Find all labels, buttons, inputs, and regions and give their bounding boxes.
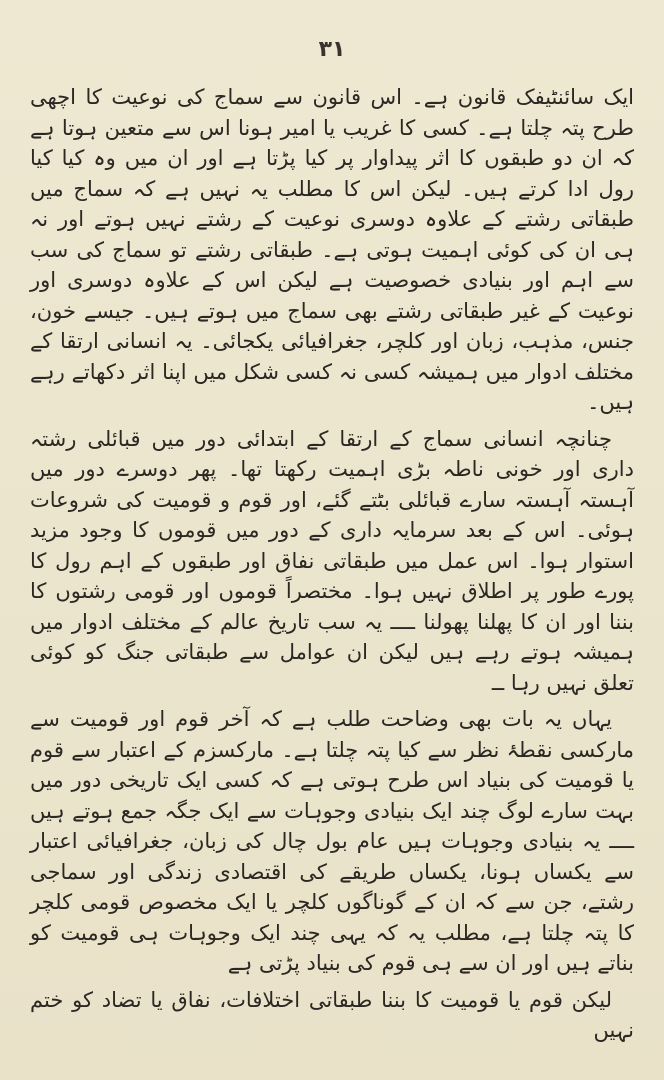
page-body <box>30 82 634 1046</box>
page-number: ۳۱ <box>318 37 346 62</box>
paragraph-2: چنانچہ انسانی سماج کے ارتقا کے ابتدائی دور میں قبائلی رشتہ داری اور خونی ناطہ بڑی اہمیت رکھتا تھا۔ پھر دوسرے دور میں آہستہ آہستہ سارے قبائلی بٹتے گئے، اور قوم و قومیت کی شروعات ہوئی۔ اس کے بعد سرمایہ داری کے دور میں قوموں کا وجود مزید استوار ہوا۔ اس عمل میں طبقاتی نفاق اور طبقوں کے اہم رول کا پورے طور پر اطلاق نہیں ہوا۔ مختصراً قوموں اور قومی رشتوں کا بننا اور ان کا پھلنا پھولنا ــــ یہ سب تاریخ عالم کے مختلف ادوار میں ہمیشہ ہوتے رہے ہیں لیکن ان عوامل سے طبقاتی جنگ کو کوئی تعلق نہیں رہا ــ <box>30 426 634 695</box>
paragraph-1: ایک سائنٹیفک قانون ہے۔ اس قانون سے سماج کی نوعیت کا اچھی طرح پتہ چلتا ہے۔ کسی کا غریب یا امیر ہونا اس سے متعین ہوتا ہے کہ ان دو طبقوں کا اثر پیداوار پر کیا پڑتا ہے اور ان میں وہ کیا کیا رول ادا کرتے ہیں۔ لیکن اس کا مطلب یہ نہیں ہے کہ سماج میں طبقاتی رشتے کے علاوہ دوسری نوعیت کے رشتے نہیں ہوتے اور نہ ہی ان کی کوئی اہمیت ہوتی ہے۔ طبقاتی رشتے تو سماج کی سب سے اہم اور بنیادی خصوصیت ہے لیکن اس کے علاوہ دوسری اور نوعیت کے غیر طبقاتی رشتے بھی سماج میں ہوتے ہیں۔ جیسے خون، جنس، مذہب، زبان اور کلچر، جغرافیائی یکجائی۔ یہ انسانی ارتقا کے مختلف ادوار میں ہمیشہ کسی نہ کسی شکل میں اپنا اثر دکھاتے رہے ہیں۔ <box>30 85 634 414</box>
paragraph-3: یہاں یہ بات بھی وضاحت طلب ہے کہ آخر قوم اور قومیت سے مارکسی نقطۂ نظر سے کیا پتہ چلتا ہے۔ مارکسزم کے اعتبار سے قوم یا قومیت کی بنیاد اس طرح ہوتی ہے کہ کسی ایک تاریخی دور میں بہت سارے لوگ چند ایک بنیادی وجوہات سے ایک جگہ جمع ہوتے ہیں ــــ یہ بنیادی وجوہات ہیں عام بول چال کی زبان، جغرافیائی اعتبار سے یکساں ہونا، یکساں طریقے کی اقتصادی زندگی اور سماجی رشتے، جن سے کہ ان کے گوناگوں کلچر یا ایک مخصوص قومی کلچر کا پتہ چلتا ہے، مطلب یہ کہ یہی چند ایک وجوہات ہی قومیت کو بناتے ہیں اور ان سے ہی قوم کی بنیاد پڑتی ہے <box>30 707 634 975</box>
paragraph-4: لیکن قوم یا قومیت کا بننا طبقاتی اختلافات، نفاق یا تضاد کو ختم نہیں <box>30 987 634 1042</box>
